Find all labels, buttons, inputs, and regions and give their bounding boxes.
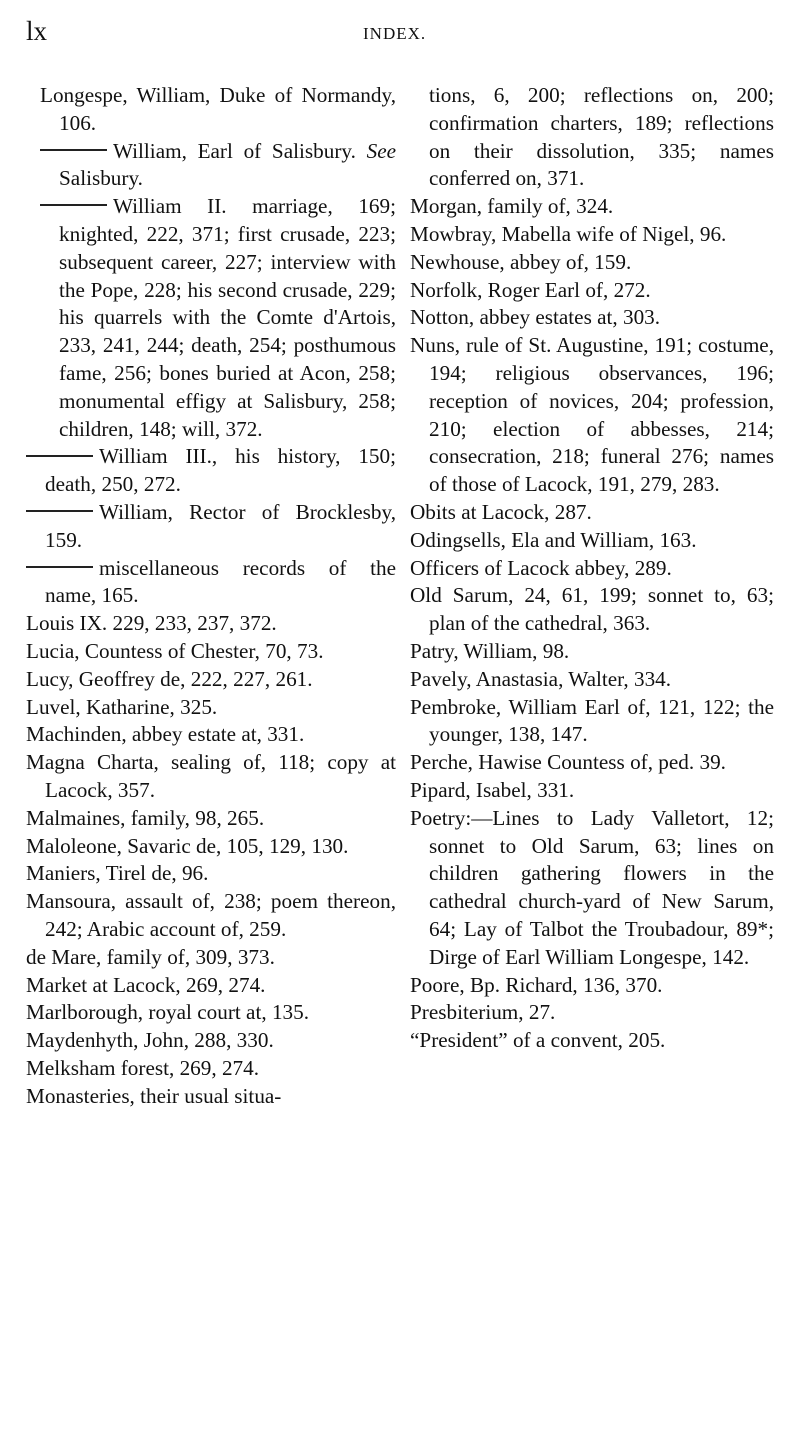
index-entry [40, 82, 396, 138]
index-entry [410, 749, 774, 777]
index-entry [410, 972, 774, 1000]
page-number: lx [26, 16, 48, 46]
index-subentry [40, 193, 396, 443]
index-entry [26, 805, 396, 833]
entry-text: Newhouse, abbey of, 159. [410, 249, 632, 274]
entry-text: Officers of Lacock abbey, 289. [410, 555, 672, 580]
entry-text: Maniers, Tirel de, 96. [26, 861, 209, 886]
index-entry [26, 999, 396, 1027]
entry-text: William III., his history, 150; death, 250, 272. [45, 444, 396, 497]
entry-text: Nuns, rule of St. Augustine, 191; costume, 194; religious observances, 196; reception of novices, 204; profession, 210; election of abbesses, 214; consecration, 218; funeral 276; names of those of Lacock, 191, 279, 283. [410, 333, 774, 497]
index-entry [26, 694, 396, 722]
ditto-dash [40, 204, 107, 206]
running-title: INDEX. [363, 24, 427, 43]
index-entry [26, 1027, 396, 1055]
entry-text: Poore, Bp. Richard, 136, 370. [410, 972, 663, 997]
see-reference-target: Salisbury. [59, 166, 143, 191]
index-column-right [410, 82, 774, 1055]
entry-text: William, Earl of Salisbury. [113, 138, 356, 163]
entry-text: Norfolk, Roger Earl of, 272. [410, 277, 651, 302]
page-header [0, 14, 800, 54]
index-subentry [26, 443, 396, 499]
entry-text: Longespe, William, Duke of Normandy, 106. [40, 83, 396, 135]
entry-text: Pavely, Anastasia, Walter, 334. [410, 666, 672, 691]
entry-text: tions, 6, 200; reflections on, 200; confirmation charters, 189; reflections on their dissolution, 335; names conferred on, 371. [429, 83, 774, 191]
entry-text: Machinden, abbey estate at, 331. [26, 722, 305, 747]
entry-text: Market at Lacock, 269, 274. [26, 972, 266, 997]
entry-text: Lucy, Geoffrey de, 222, 227, 261. [26, 666, 313, 691]
entry-text: Monasteries, their usual situa- [26, 1083, 282, 1108]
ditto-dash [26, 566, 93, 568]
index-entry [410, 1027, 774, 1055]
index-entry [410, 249, 774, 277]
index-entry [410, 694, 774, 750]
index-entry [26, 749, 396, 805]
index-entry [26, 860, 396, 888]
index-entry [410, 638, 774, 666]
entry-text: William II. marriage, 169; knighted, 222, 371; first crusade, 223; subsequent career, 227; interview with the Pope, 228; his second crusade, 229; his quarrels with the Comte d'Artois, 233, 241, 244; death, 254; posthumous fame, 256; bones buried at Acon, 258; monumental effigy at Salisbury, 258; children, 148; will, 372. [59, 194, 396, 441]
entry-text: Perche, Hawise Countess of, ped. 39. [410, 750, 726, 775]
ditto-dash [26, 510, 93, 512]
see-reference-label: See [366, 138, 396, 163]
index-entry [26, 666, 396, 694]
index-subentry [40, 138, 396, 194]
ditto-dash [26, 455, 93, 457]
entry-text: Presbiterium, 27. [410, 1000, 556, 1025]
index-entry [26, 721, 396, 749]
index-column-left [26, 82, 396, 1110]
index-entry [410, 277, 774, 305]
entry-text: Malmaines, family, 98, 265. [26, 805, 265, 830]
index-entry [410, 582, 774, 638]
entry-text: miscellaneous records of the name, 165. [45, 555, 396, 608]
index-entry [410, 304, 774, 332]
entry-text: Pipard, Isabel, 331. [410, 777, 575, 802]
ditto-dash [40, 149, 107, 151]
entry-text: Lucia, Countess of Chester, 70, 73. [26, 638, 324, 663]
index-entry [410, 193, 774, 221]
entry-text: Obits at Lacock, 287. [410, 499, 592, 524]
index-entry [26, 972, 396, 1000]
entry-text: Magna Charta, sealing of, 118; copy at Lacock, 357. [26, 750, 396, 802]
index-entry [26, 638, 396, 666]
index-entry [410, 221, 774, 249]
index-entry [26, 833, 396, 861]
entry-text: Mansoura, assault of, 238; poem thereon, 242; Arabic account of, 259. [26, 889, 396, 941]
index-entry [410, 499, 774, 527]
entry-text: Morgan, family of, 324. [410, 194, 614, 219]
entry-text: Mowbray, Mabella wife of Nigel, 96. [410, 221, 727, 246]
index-subentry [26, 499, 396, 555]
entry-text: Pembroke, William Earl of, 121, 122; the younger, 138, 147. [410, 694, 774, 747]
index-entry [410, 777, 774, 805]
index-entry [26, 944, 396, 972]
index-entry [410, 332, 774, 499]
entry-text: “President” of a convent, 205. [410, 1028, 666, 1053]
entry-text: Luvel, Katharine, 325. [26, 694, 218, 719]
entry-text: Marlborough, royal court at, 135. [26, 1000, 310, 1025]
index-entry [410, 805, 774, 972]
index-entry [410, 527, 774, 555]
index-entry [410, 666, 774, 694]
index-entry [26, 610, 396, 638]
index-entry-continuation [410, 82, 774, 193]
entry-text: Maydenhyth, John, 288, 330. [26, 1028, 274, 1053]
entry-text: Melksham forest, 269, 274. [26, 1055, 260, 1080]
entry-text: Odingsells, Ela and William, 163. [410, 527, 697, 552]
index-entry [26, 1083, 396, 1111]
index-entry [26, 1055, 396, 1083]
entry-text: Old Sarum, 24, 61, 199; sonnet to, 63; plan of the cathedral, 363. [410, 583, 774, 636]
entry-text: de Mare, family of, 309, 373. [26, 944, 275, 969]
index-entry [410, 999, 774, 1027]
entry-text: Notton, abbey estates at, 303. [410, 305, 661, 330]
entry-text: Patry, William, 98. [410, 638, 570, 663]
entry-text: Poetry:—Lines to Lady Valletort, 12; sonnet to Old Sarum, 63; lines on children gathering flowers in the cathedral church-yard of New Sarum, 64; Lay of Talbot the Troubadour, 89*; Dirge of Earl William Longespe, 142. [410, 805, 774, 969]
entry-text: William, Rector of Brocklesby, 159. [45, 499, 396, 552]
index-subentry [26, 555, 396, 611]
index-entry [410, 555, 774, 583]
entry-text: Louis IX. 229, 233, 237, 372. [26, 611, 277, 636]
index-entry [26, 888, 396, 944]
entry-text: Maloleone, Savaric de, 105, 129, 130. [26, 833, 349, 858]
